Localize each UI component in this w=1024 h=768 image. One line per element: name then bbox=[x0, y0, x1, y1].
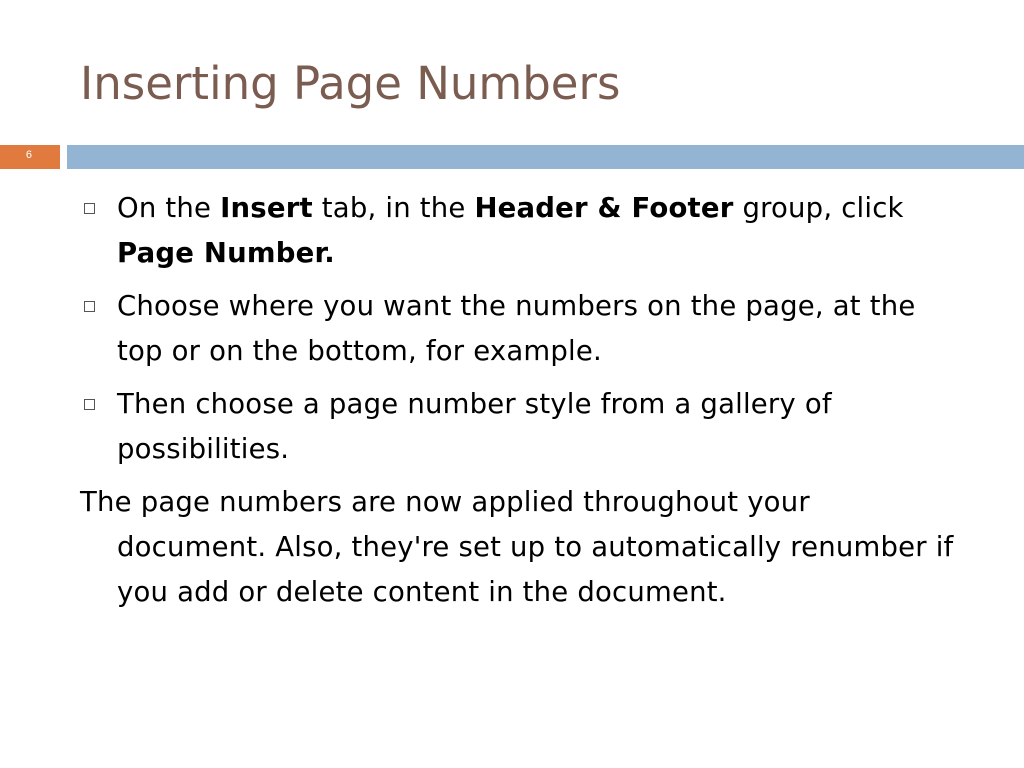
bullet-text-segment: On the bbox=[117, 192, 221, 224]
bullet-text-bold: Insert bbox=[220, 192, 313, 224]
slide-title: Inserting Page Numbers bbox=[80, 57, 621, 110]
bullet-text: Then choose a page number style from a gallery of possibilities. bbox=[117, 388, 832, 465]
slide-number: 6 bbox=[0, 145, 60, 169]
bullet-text: Choose where you want the numbers on the page, at the top or on the bottom, for example. bbox=[117, 290, 916, 367]
bullet-text-bold: Header & Footer bbox=[474, 192, 734, 224]
closing-paragraph: The page numbers are now applied throughout your document. Also, they're set up to automatically renumber if you add or delete content in the document. bbox=[80, 486, 954, 608]
accent-bar bbox=[67, 145, 1024, 169]
bullet-text-bold: Page Number. bbox=[117, 237, 335, 269]
bullet-item bbox=[80, 382, 960, 472]
slide-content bbox=[80, 186, 960, 615]
bullet-item bbox=[80, 284, 960, 374]
hollow-square-icon bbox=[84, 399, 95, 410]
bullet-text-segment: group, click bbox=[733, 192, 904, 224]
bullet-item bbox=[80, 186, 960, 276]
hollow-square-icon bbox=[84, 203, 95, 214]
hollow-square-icon bbox=[84, 301, 95, 312]
bullet-text-segment: tab, in the bbox=[312, 192, 475, 224]
bullet-text bbox=[117, 186, 960, 276]
